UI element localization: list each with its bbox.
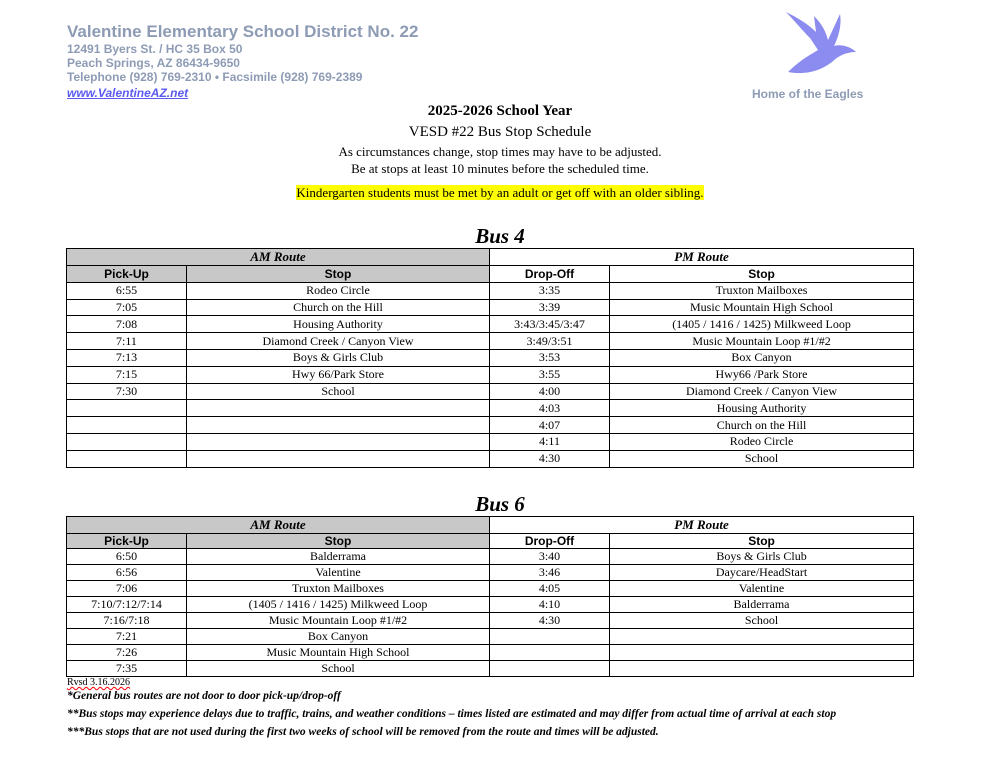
am-stop: Housing Authority (187, 316, 490, 333)
dropoff-time (490, 661, 610, 677)
pickup-time: 7:08 (67, 316, 187, 333)
am-stop: (1405 / 1416 / 1425) Milkweed Loop (187, 597, 490, 613)
table-row (67, 549, 914, 565)
dropoff-time: 4:05 (490, 581, 610, 597)
pm-stop: Rodeo Circle (610, 433, 914, 450)
pickup-time (67, 450, 187, 467)
phone-fax: Telephone (928) 769-2310 • Facsimile (928) 769-2389 (67, 70, 363, 84)
am-stop: Hwy 66/Park Store (187, 366, 490, 383)
pm-stop (610, 645, 914, 661)
pickup-time: 7:05 (67, 299, 187, 316)
kindergarten-text: Kindergarten students must be met by an adult or get off with an older sibling. (296, 185, 704, 200)
pickup-time (67, 400, 187, 417)
table-row (67, 400, 914, 417)
pickup-time: 7:35 (67, 661, 187, 677)
am-stop-col-header: Stop (187, 266, 490, 283)
table-row (67, 282, 914, 299)
table-row (67, 366, 914, 383)
dropoff-time: 3:40 (490, 549, 610, 565)
pm-stop: Box Canyon (610, 349, 914, 366)
dropoff-time: 3:39 (490, 299, 610, 316)
footnote-1: *General bus routes are not door to door pick-up/drop-off (67, 690, 341, 702)
pm-stop: Music Mountain High School (610, 299, 914, 316)
bus-4-table (66, 248, 914, 468)
table-row (67, 581, 914, 597)
am-stop (187, 450, 490, 467)
table-row (67, 450, 914, 467)
am-stop-col-header: Stop (187, 534, 490, 549)
bus-6-table (66, 516, 914, 677)
pickup-time: 6:56 (67, 565, 187, 581)
table-row (67, 629, 914, 645)
dropoff-col-header: Drop-Off (490, 266, 610, 283)
pickup-col-header: Pick-Up (67, 534, 187, 549)
pm-stop: Valentine (610, 581, 914, 597)
pickup-time: 6:50 (67, 549, 187, 565)
am-stop: School (187, 661, 490, 677)
pm-stop: Balderrama (610, 597, 914, 613)
am-stop: Music Mountain Loop #1/#2 (187, 613, 490, 629)
pickup-time: 7:30 (67, 383, 187, 400)
am-route-header: AM Route (67, 517, 490, 534)
dropoff-time: 4:00 (490, 383, 610, 400)
am-stop: Truxton Mailboxes (187, 581, 490, 597)
am-stop: Rodeo Circle (187, 282, 490, 299)
pm-stop: Daycare/HeadStart (610, 565, 914, 581)
pickup-time (67, 417, 187, 434)
pickup-time: 7:21 (67, 629, 187, 645)
address-line-2: Peach Springs, AZ 86434-9650 (67, 56, 240, 70)
table-row (67, 645, 914, 661)
pm-stop: Diamond Creek / Canyon View (610, 383, 914, 400)
table-row (67, 299, 914, 316)
note-adjust: As circumstances change, stop times may have to be adjusted. (338, 144, 662, 159)
pm-stop: (1405 / 1416 / 1425) Milkweed Loop (610, 316, 914, 333)
am-stop: School (187, 383, 490, 400)
pm-stop: Music Mountain Loop #1/#2 (610, 333, 914, 350)
district-header (67, 22, 418, 102)
pickup-time: 7:10/7:12/7:14 (67, 597, 187, 613)
am-stop: Boys & Girls Club (187, 349, 490, 366)
pm-stop-col-header: Stop (610, 266, 914, 283)
dropoff-time: 4:03 (490, 400, 610, 417)
bus-4-title: Bus 4 (475, 224, 525, 248)
am-stop (187, 433, 490, 450)
am-stop: Balderrama (187, 549, 490, 565)
dropoff-time: 3:49/3:51 (490, 333, 610, 350)
table-row (67, 433, 914, 450)
footnote-2: **Bus stops may experience delays due to traffic, trains, and weather conditions – times listed are estimated and may differ from actual time of arrival at each stop (67, 708, 837, 720)
motto: Home of the Eagles (752, 87, 864, 101)
pm-stop: Boys & Girls Club (610, 549, 914, 565)
schedule-title: VESD #22 Bus Stop Schedule (408, 124, 592, 140)
table-row (67, 383, 914, 400)
pickup-time: 7:13 (67, 349, 187, 366)
dropoff-time: 3:43/3:45/3:47 (490, 316, 610, 333)
dropoff-time: 4:10 (490, 597, 610, 613)
table-row (67, 613, 914, 629)
pm-stop: Truxton Mailboxes (610, 282, 914, 299)
pm-stop-col-header: Stop (610, 534, 914, 549)
am-stop (187, 400, 490, 417)
note-early: Be at stops at least 10 minutes before the scheduled time. (351, 161, 649, 176)
pickup-time: 7:16/7:18 (67, 613, 187, 629)
dropoff-time: 4:11 (490, 433, 610, 450)
pm-stop: Hwy66 /Park Store (610, 366, 914, 383)
dropoff-time (490, 629, 610, 645)
pickup-time: 7:06 (67, 581, 187, 597)
pm-stop (610, 661, 914, 677)
pm-route-header: PM Route (490, 517, 914, 534)
am-stop: Music Mountain High School (187, 645, 490, 661)
bus-6-title: Bus 6 (475, 492, 525, 516)
table-row (67, 597, 914, 613)
pickup-time (67, 433, 187, 450)
pm-stop: School (610, 613, 914, 629)
pickup-time: 7:26 (67, 645, 187, 661)
dropoff-time: 3:53 (490, 349, 610, 366)
footnote-3: ***Bus stops that are not used during the first two weeks of school will be removed from the route and times will be adjusted. (67, 726, 659, 738)
am-stop: Diamond Creek / Canyon View (187, 333, 490, 350)
dropoff-time: 3:46 (490, 565, 610, 581)
table-row (67, 661, 914, 677)
table-row (67, 417, 914, 434)
pm-stop: Housing Authority (610, 400, 914, 417)
pickup-time: 7:15 (67, 366, 187, 383)
dropoff-time: 3:35 (490, 282, 610, 299)
table-row (67, 316, 914, 333)
dropoff-time (490, 645, 610, 661)
kindergarten-notice (0, 185, 1000, 201)
district-name: Valentine Elementary School District No. 22 (67, 22, 419, 41)
pm-route-header: PM Route (490, 249, 914, 266)
dropoff-time: 4:30 (490, 613, 610, 629)
pm-stop (610, 629, 914, 645)
dropoff-time: 4:07 (490, 417, 610, 434)
dropoff-time: 3:55 (490, 366, 610, 383)
am-stop: Box Canyon (187, 629, 490, 645)
pm-stop: School (610, 450, 914, 467)
school-year: 2025-2026 School Year (427, 103, 573, 119)
am-stop: Church on the Hill (187, 299, 490, 316)
dropoff-col-header: Drop-Off (490, 534, 610, 549)
am-stop: Valentine (187, 565, 490, 581)
revised-text: Rvsd 3.16.2026 (67, 677, 131, 688)
pm-stop: Church on the Hill (610, 417, 914, 434)
table-row (67, 333, 914, 350)
eagle-icon (780, 10, 860, 82)
table-row (67, 565, 914, 581)
address-line-1: 12491 Byers St. / HC 35 Box 50 (67, 42, 243, 56)
pickup-col-header: Pick-Up (67, 266, 187, 283)
dropoff-time: 4:30 (490, 450, 610, 467)
revised-date (67, 677, 130, 688)
pickup-time: 7:11 (67, 333, 187, 350)
am-stop (187, 417, 490, 434)
pickup-time: 6:55 (67, 282, 187, 299)
table-row (67, 349, 914, 366)
am-route-header: AM Route (67, 249, 490, 266)
website-link[interactable]: www.ValentineAZ.net (67, 86, 189, 100)
